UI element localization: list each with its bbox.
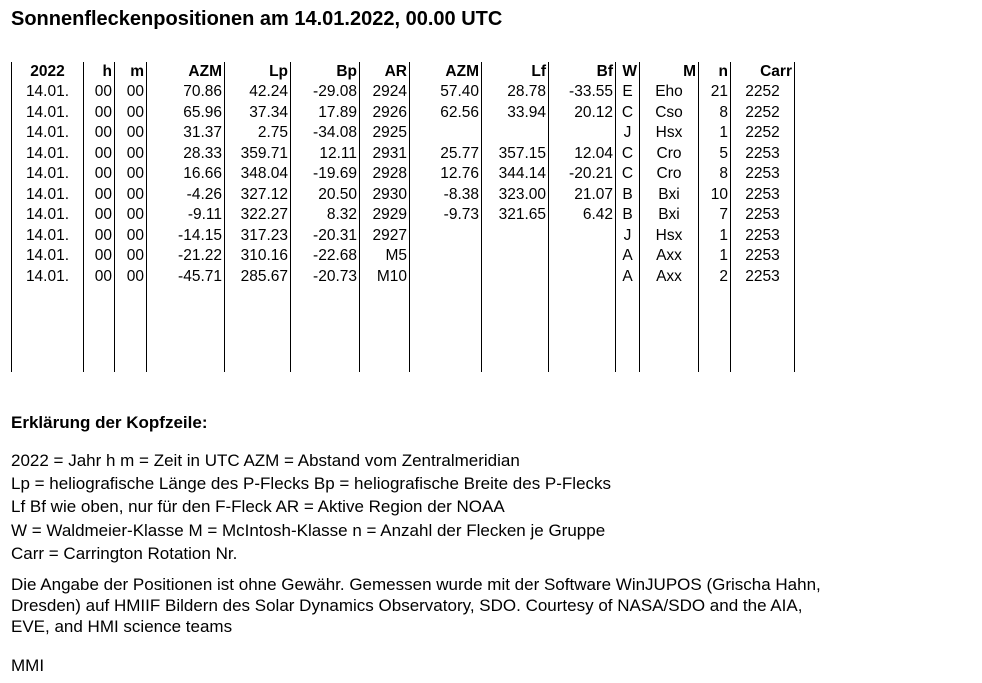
table-cell: 5 — [719, 144, 728, 162]
table-cell: 21.07 — [574, 185, 613, 203]
table-cell: 00 — [126, 83, 144, 100]
table-cell: 12.04 — [574, 144, 613, 162]
table-cell: 285.67 — [240, 267, 288, 285]
table-cell: 42.24 — [249, 83, 288, 100]
table-cell: -8.38 — [443, 185, 479, 203]
table-cell: 28.33 — [183, 144, 222, 162]
table-cell: C — [621, 165, 634, 182]
table-cell: 2.75 — [257, 124, 288, 141]
note-line: Dresden) auf HMIIF Bildern des Solar Dynamics Observatory, SDO. Courtesy of NASA/SDO and the AIA, — [11, 595, 803, 615]
table-cell: Cro — [656, 165, 682, 182]
table-cell: 322.27 — [240, 206, 288, 223]
table-cell: -20.21 — [569, 165, 613, 182]
column-waldmeier — [615, 62, 639, 372]
table-cell: 00 — [94, 247, 112, 264]
table-cell: 25.77 — [440, 144, 479, 162]
column-carrington — [730, 62, 794, 372]
table-cell: Bxi — [658, 206, 680, 223]
table-cell: 2253 — [745, 144, 780, 162]
table-cell — [482, 246, 548, 267]
table-cell: 57.40 — [440, 83, 479, 100]
table-cell: 00 — [94, 206, 112, 223]
table-cell: 00 — [126, 185, 144, 203]
table-cell: 2926 — [372, 103, 407, 121]
table-cell: 62.56 — [440, 103, 479, 121]
table-cell: 2930 — [372, 185, 407, 203]
table-cell: Bxi — [658, 185, 680, 203]
table-cell — [410, 226, 481, 247]
table-cell: 00 — [94, 103, 112, 121]
table-cell: 00 — [126, 226, 144, 244]
table-cell: Eho — [655, 83, 683, 100]
table-cell: 14.01. — [25, 185, 70, 203]
column-header: M — [683, 63, 696, 80]
table-cell: 00 — [94, 226, 112, 244]
table-cell: A — [622, 247, 633, 264]
table-cell: 00 — [126, 267, 144, 285]
table-cell: 14.01. — [25, 165, 70, 182]
table-cell: Cso — [655, 103, 683, 121]
table-cell: 344.14 — [498, 165, 546, 182]
column-ar — [359, 62, 409, 372]
column-header: 2022 — [30, 63, 65, 80]
table-cell: 2253 — [745, 165, 780, 182]
table-cell: 2252 — [745, 124, 780, 141]
table-cell: 2927 — [372, 226, 407, 244]
table-cell: 2253 — [745, 206, 780, 223]
table-cell — [410, 267, 481, 288]
column-header: AZM — [188, 63, 222, 80]
table-cell: 17.89 — [318, 103, 357, 121]
legend-line: Carr = Carrington Rotation Nr. — [11, 543, 238, 563]
table-cell — [482, 267, 548, 288]
table-cell: 00 — [94, 267, 112, 285]
table-cell — [549, 123, 615, 144]
table-cell: 317.23 — [240, 226, 288, 244]
column-header: h — [102, 63, 112, 80]
table-cell: 00 — [94, 144, 112, 162]
table-cell: 14.01. — [25, 124, 70, 141]
table-cell: -19.69 — [313, 165, 357, 182]
column-lf — [481, 62, 548, 372]
table-cell: -4.26 — [186, 185, 222, 203]
column-header: Lf — [531, 63, 546, 80]
table-cell: 2253 — [745, 267, 780, 285]
table-cell: 21 — [710, 83, 728, 100]
table-cell: C — [621, 103, 634, 121]
table-cell: 20.12 — [574, 103, 613, 121]
column-count — [698, 62, 730, 372]
table-cell: -9.11 — [187, 206, 222, 223]
disclaimer-note — [11, 575, 976, 637]
table-cell: 14.01. — [25, 144, 70, 162]
table-cell — [482, 226, 548, 247]
table-cell: 323.00 — [498, 185, 546, 203]
table-cell: 2253 — [745, 247, 780, 264]
table-cell: 2924 — [372, 83, 407, 100]
table-cell: B — [622, 206, 633, 223]
table-cell: 1 — [719, 247, 728, 264]
table-cell: Axx — [656, 247, 682, 264]
column-header: AR — [384, 63, 407, 80]
table-cell: J — [623, 124, 632, 141]
table-cell: 00 — [126, 103, 144, 121]
column-header: Carr — [760, 63, 792, 80]
note-line: EVE, and HMI science teams — [11, 616, 233, 636]
table-cell: Axx — [656, 267, 682, 285]
table-cell: -45.71 — [178, 267, 222, 285]
table-cell: 8 — [719, 165, 728, 182]
table-cell: 14.01. — [25, 83, 70, 100]
column-header: n — [718, 63, 728, 80]
column-hour — [83, 62, 114, 372]
table-cell — [549, 226, 615, 247]
table-cell: 00 — [94, 83, 112, 100]
legend-line: W = Waldmeier-Klasse M = McIntosh-Klasse n = Anzahl der Flecken je Gruppe — [11, 520, 606, 540]
table-cell: 28.78 — [507, 83, 546, 100]
table-cell: 2252 — [745, 103, 780, 121]
column-year — [11, 62, 83, 372]
table-cell: C — [621, 144, 634, 162]
legend-line: Lf Bf wie oben, nur für den F-Fleck AR = Aktive Region der NOAA — [11, 497, 505, 517]
table-cell: 2253 — [745, 185, 780, 203]
table-right-border — [794, 62, 795, 372]
table-cell — [549, 267, 615, 288]
table-cell: -14.15 — [178, 226, 222, 244]
table-cell: -34.08 — [313, 124, 357, 141]
legend — [11, 449, 611, 565]
column-header: W — [622, 63, 637, 80]
table-cell: 00 — [126, 165, 144, 182]
table-cell: 12.11 — [319, 144, 357, 162]
table-cell: 1 — [719, 226, 728, 244]
column-header: Bp — [336, 63, 357, 80]
table-cell: -20.73 — [313, 267, 357, 285]
table-cell: 2925 — [372, 124, 407, 141]
table-cell: 65.96 — [183, 103, 222, 121]
table-cell — [410, 246, 481, 267]
table-cell: 00 — [126, 144, 144, 162]
table-cell: 8.32 — [326, 206, 357, 223]
note-line: Die Angabe der Positionen ist ohne Gewähr. Gemessen wurde mit der Software WinJUPOS (Grischa Hahn, — [11, 575, 821, 594]
column-bp — [290, 62, 359, 372]
table-cell: 2928 — [372, 165, 407, 182]
legend-line: Lp = heliografische Länge des P-Flecks Bp = heliografische Breite des P-Flecks — [11, 474, 612, 494]
column-bf — [548, 62, 615, 372]
table-cell: 00 — [94, 165, 112, 182]
table-cell: 14.01. — [25, 226, 70, 244]
legend-line: 2022 = Jahr h m = Zeit in UTC AZM = Abstand vom Zentralmeridian — [11, 451, 520, 470]
table-cell: 2252 — [745, 83, 780, 100]
table-cell: 357.15 — [498, 144, 546, 162]
table-cell: M10 — [376, 267, 407, 285]
table-cell: Cro — [656, 144, 682, 162]
table-cell: -20.31 — [313, 226, 357, 244]
table-cell: 70.86 — [183, 83, 222, 100]
table-cell: 12.76 — [440, 165, 479, 182]
table-cell: 37.34 — [249, 103, 288, 121]
table-cell: 00 — [126, 206, 144, 223]
legend-title: Erklärung der Kopfzeile: — [11, 413, 208, 432]
table-cell — [549, 246, 615, 267]
table-cell: 00 — [94, 185, 112, 203]
table-cell: 2 — [719, 267, 728, 285]
table-cell: Hsx — [655, 124, 683, 141]
table-cell: Hsx — [655, 226, 683, 244]
table-cell — [410, 123, 481, 144]
table-cell: M5 — [385, 247, 407, 264]
table-cell: 00 — [126, 124, 144, 141]
table-cell: 20.50 — [318, 185, 357, 203]
table-cell: A — [622, 267, 633, 285]
page-title: Sonnenfleckenpositionen am 14.01.2022, 00.00 UTC — [11, 8, 503, 30]
table-cell: 10 — [710, 185, 728, 203]
table-cell: B — [622, 185, 633, 203]
column-minute — [114, 62, 146, 372]
table-cell: -33.55 — [569, 83, 613, 100]
table-cell: 00 — [126, 247, 144, 264]
column-header: Bf — [596, 63, 613, 80]
table-cell: J — [623, 226, 632, 244]
column-lp — [224, 62, 290, 372]
table-cell: 00 — [94, 124, 112, 141]
table-cell: -22.68 — [313, 247, 357, 264]
table-cell: 16.66 — [183, 165, 222, 182]
table-cell: 2931 — [372, 144, 407, 162]
table-cell: 8 — [719, 103, 728, 121]
table-cell: 31.37 — [183, 124, 222, 141]
signature: MMI — [11, 656, 45, 675]
table-cell: 14.01. — [25, 103, 70, 121]
table-cell — [482, 123, 548, 144]
table-cell: 310.16 — [240, 247, 288, 264]
table-cell: 7 — [719, 206, 728, 223]
table-cell: 2929 — [372, 206, 407, 223]
table-cell: E — [622, 83, 633, 100]
table-cell: 327.12 — [240, 185, 288, 203]
table-cell: 321.65 — [498, 206, 546, 223]
column-azm-f — [409, 62, 481, 372]
table-cell: 359.71 — [240, 144, 288, 162]
column-mcintosh — [639, 62, 698, 372]
table-cell: 2253 — [745, 226, 780, 244]
table-cell: -29.08 — [313, 83, 357, 100]
table-cell: 14.01. — [25, 206, 70, 223]
column-header: Lp — [269, 63, 288, 80]
column-header: AZM — [445, 63, 479, 80]
table-cell: -9.73 — [443, 206, 479, 223]
column-header: m — [130, 63, 144, 80]
table-cell: -21.22 — [178, 247, 222, 264]
table-cell: 6.42 — [582, 206, 613, 223]
column-azm-p — [146, 62, 224, 372]
table-cell: 14.01. — [25, 267, 70, 285]
table-cell: 33.94 — [507, 103, 546, 121]
table-cell: 348.04 — [240, 165, 288, 182]
table-cell: 14.01. — [25, 247, 70, 264]
table-cell: 1 — [719, 124, 728, 141]
